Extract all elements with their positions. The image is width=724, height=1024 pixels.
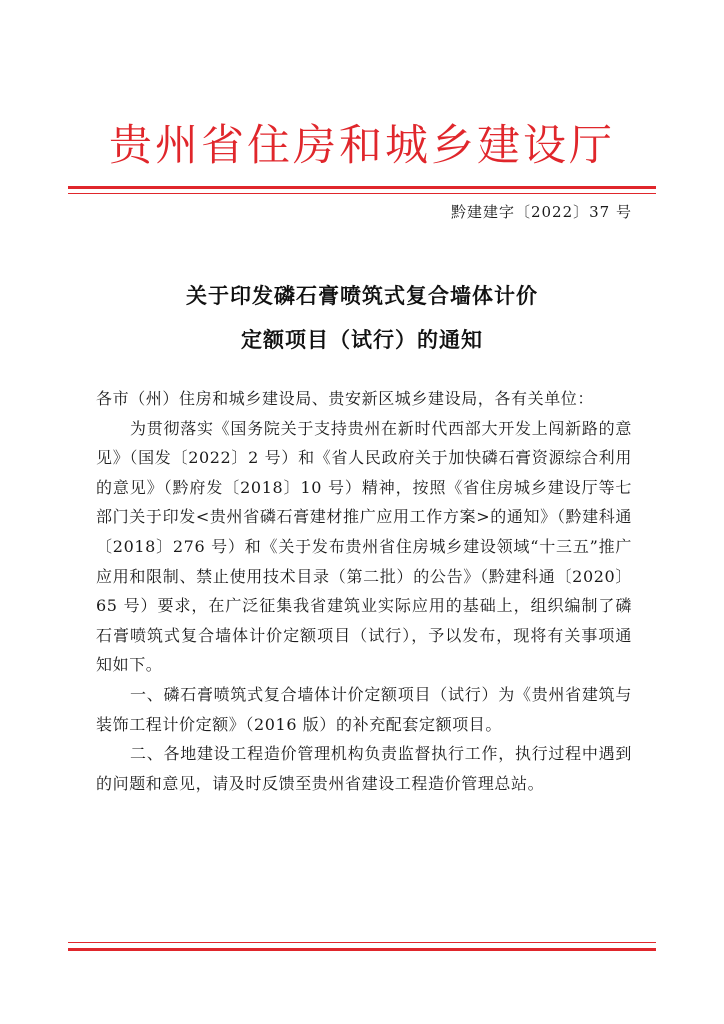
document-title-line-1: 关于印发磷石膏喷筑式复合墙体计价 (186, 284, 538, 308)
header-red-rule-thin (68, 193, 656, 194)
document-body (96, 384, 632, 798)
footer-red-rule-thick (68, 948, 656, 951)
document-title-line-2: 定额项目（试行）的通知 (241, 328, 483, 352)
document-number: 黔建建字〔2022〕37 号 (450, 203, 632, 221)
agency-header-title: 贵州省住房和城乡建设厅 (109, 121, 615, 171)
body-paragraph-3: 二、各地建设工程造价管理机构负责监督执行工作，执行过程中遇到的问题和意见，请及时反馈至贵州省建设工程造价管理总站。 (96, 744, 632, 793)
body-paragraph-1: 为贯彻落实《国务院关于支持贵州在新时代西部大开发上闯新路的意见》（国发〔2022〕2 号）和《省人民政府关于加快磷石膏资源综合利用的意见》（黔府发〔2018〕10 号）精神，按照《省住房城乡建设厅等七部门关于印发<贵州省磷石膏建材推广应用工作方案>的通知》（黔建科通〔2018〕276 号）和《关于发布贵州省住房城乡建设领域“十三五”推广应用和限制、禁止使用技术目录（第二批）的公告》（黔建科通〔2020〕65 号）要求，在广泛征集我省建筑业实际应用的基础上，组织编制了磷石膏喷筑式复合墙体计价定额项目（试行），予以发布，现将有关事项通知如下。 (96, 418, 632, 675)
body-paragraph-2: 一、磷石膏喷筑式复合墙体计价定额项目（试行）为《贵州省建筑与装饰工程计价定额》（2016 版）的补充配套定额项目。 (96, 684, 632, 734)
salutation: 各市（州）住房和城乡建设局、贵安新区城乡建设局，各有关单位： (96, 389, 595, 408)
header-red-rule-thick (68, 186, 656, 189)
footer-red-rule-thin (68, 942, 656, 943)
